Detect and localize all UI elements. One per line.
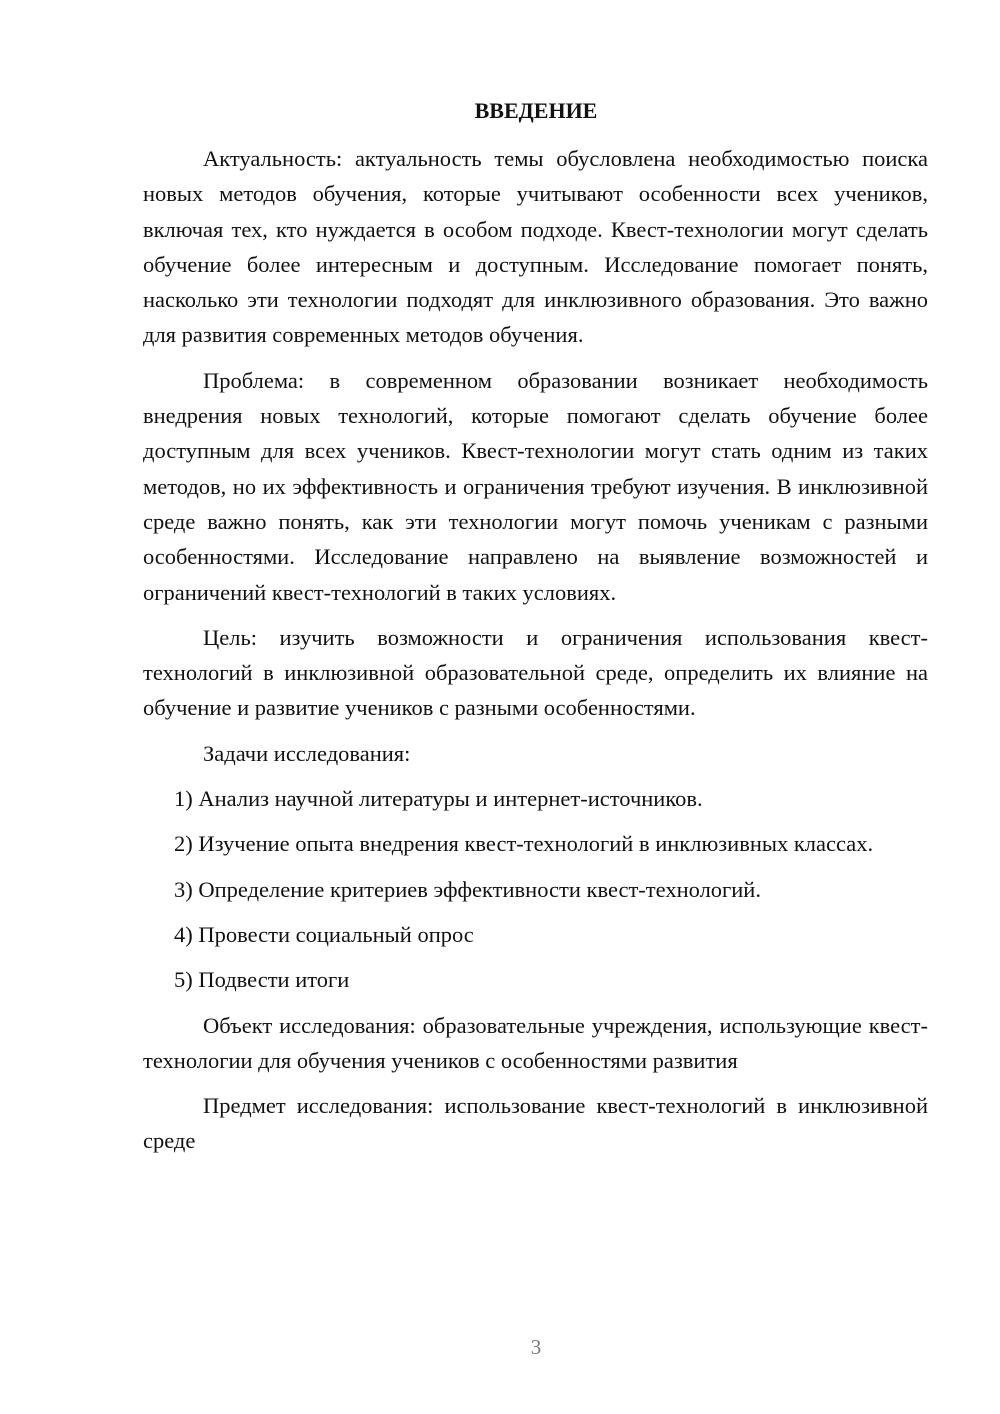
task-item: 4) Провести социальный опрос — [174, 921, 474, 947]
document-body — [143, 141, 928, 1169]
task-item: 1) Анализ научной литературы и интернет-источников. — [174, 786, 703, 812]
page-title: ВВЕДЕНИЕ — [474, 98, 598, 123]
task-item: 3) Определение критериев эффективности квест-технологий. — [174, 876, 761, 902]
relevance-paragraph: Актуальность: актуальность темы обусловлена необходимостью поиска новых методов обучения, которые учитывают особенности всех учеников, включая тех, кто нуждается в особом подходе. Квест-технологии могут сделать обучение более интересным и доступным. Исследование помогает понять, насколько эти технологии подходят для инклюзивного образования. Это важно для развития современных методов обучения. — [143, 146, 928, 348]
problem-paragraph: Проблема: в современном образовании возникает необходимость внедрения новых технологий, которые помогают сделать обучение более доступным для всех учеников. Квест-технологии могут стать одним из таких методов, но их эффективность и ограничения требуют изучения. В инклюзивной среде важно понять, как эти технологии могут помочь ученикам с разными особенностями. Исследование направлено на выявление возможностей и ограничений квест-технологий в таких условиях. — [143, 367, 928, 605]
tasks-title: Задачи исследования: — [203, 740, 411, 766]
subject-paragraph: Предмет исследования: использование квест-технологий в инклюзивной среде — [143, 1093, 928, 1154]
page-number: 3 — [530, 1335, 542, 1359]
object-paragraph: Объект исследования: образовательные учреждения, использующие квест-технологии для обучения учеников с особенностями развития — [143, 1012, 928, 1073]
goal-paragraph: Цель: изучить возможности и ограничения использования квест-технологий в инклюзивной образовательной среде, определить их влияние на обучение и развитие учеников с разными особенностями. — [143, 624, 928, 721]
task-item: 5) Подвести итоги — [174, 967, 350, 993]
task-item: 2) Изучение опыта внедрения квест-технологий в инклюзивных классах. — [174, 831, 874, 857]
